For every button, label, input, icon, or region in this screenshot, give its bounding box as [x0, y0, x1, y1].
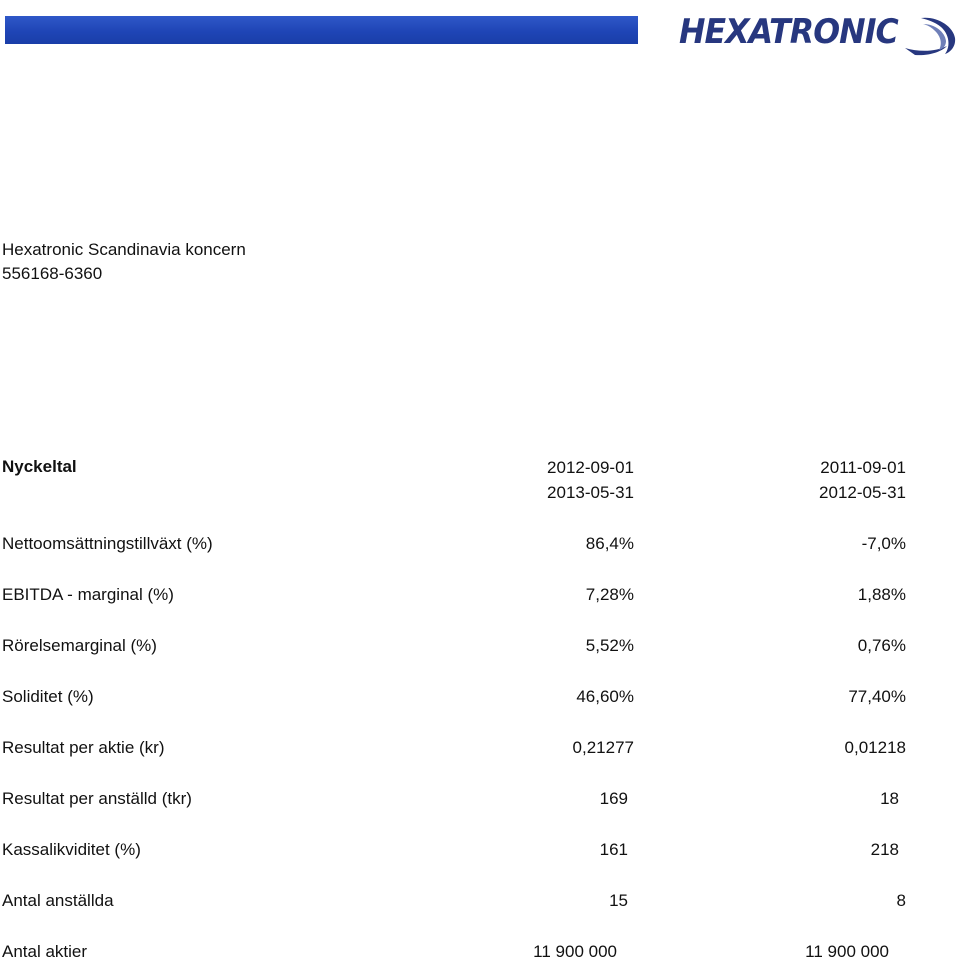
row-label: Rörelsemarginal (%) [2, 636, 157, 655]
column-previous-from: 2011-09-01 [820, 458, 906, 477]
row-value-current: 161 [599, 840, 628, 859]
table-row [0, 838, 960, 862]
logo-text: HEXATRONIC [679, 12, 898, 52]
table-row [0, 787, 960, 811]
row-value-current: 46,60% [576, 687, 634, 706]
table-header [0, 455, 960, 502]
row-value-current: 15 [609, 891, 628, 910]
table-row [0, 532, 960, 556]
row-value-previous: 0,01218 [844, 738, 906, 757]
row-label: Kassalikviditet (%) [2, 840, 141, 859]
column-previous-to: 2012-05-31 [819, 483, 906, 502]
hexatronic-logo [679, 8, 914, 56]
row-value-previous: 1,88% [857, 585, 906, 604]
company-info [2, 238, 246, 286]
row-label: Antal anställda [2, 891, 114, 910]
table-row [0, 889, 960, 913]
row-label: Nettoomsättningstillväxt (%) [2, 534, 213, 553]
row-value-previous: 11 900 000 [805, 942, 889, 961]
table-row [0, 736, 960, 760]
row-value-previous: 8 [896, 891, 906, 910]
row-value-previous: 218 [870, 840, 899, 859]
swoosh-icon [901, 12, 959, 58]
row-value-previous: -7,0% [861, 534, 906, 553]
row-value-current: 5,52% [585, 636, 634, 655]
table-row [0, 634, 960, 658]
row-value-current: 86,4% [585, 534, 634, 553]
row-label: Resultat per aktie (kr) [2, 738, 165, 757]
table-row [0, 685, 960, 709]
row-label: Resultat per anställd (tkr) [2, 789, 192, 808]
row-value-current: 11 900 000 [533, 942, 617, 961]
table-title: Nyckeltal [2, 457, 77, 476]
table-row [0, 940, 960, 964]
row-value-current: 169 [599, 789, 628, 808]
company-name: Hexatronic Scandinavia koncern [2, 240, 246, 259]
company-org-number: 556168-6360 [2, 264, 103, 283]
row-label: Antal aktier [2, 942, 88, 961]
row-label: Soliditet (%) [2, 687, 94, 706]
row-value-previous: 77,40% [848, 687, 906, 706]
row-value-previous: 18 [880, 789, 899, 808]
row-label: EBITDA - marginal (%) [2, 585, 174, 604]
column-current-from: 2012-09-01 [547, 458, 634, 477]
row-value-current: 0,21277 [572, 738, 634, 757]
table-row [0, 583, 960, 607]
row-value-current: 7,28% [585, 585, 634, 604]
header-bar [5, 16, 638, 44]
column-header-previous [819, 455, 906, 505]
row-value-previous: 0,76% [857, 636, 906, 655]
column-header-current [547, 455, 634, 505]
column-current-to: 2013-05-31 [547, 483, 634, 502]
